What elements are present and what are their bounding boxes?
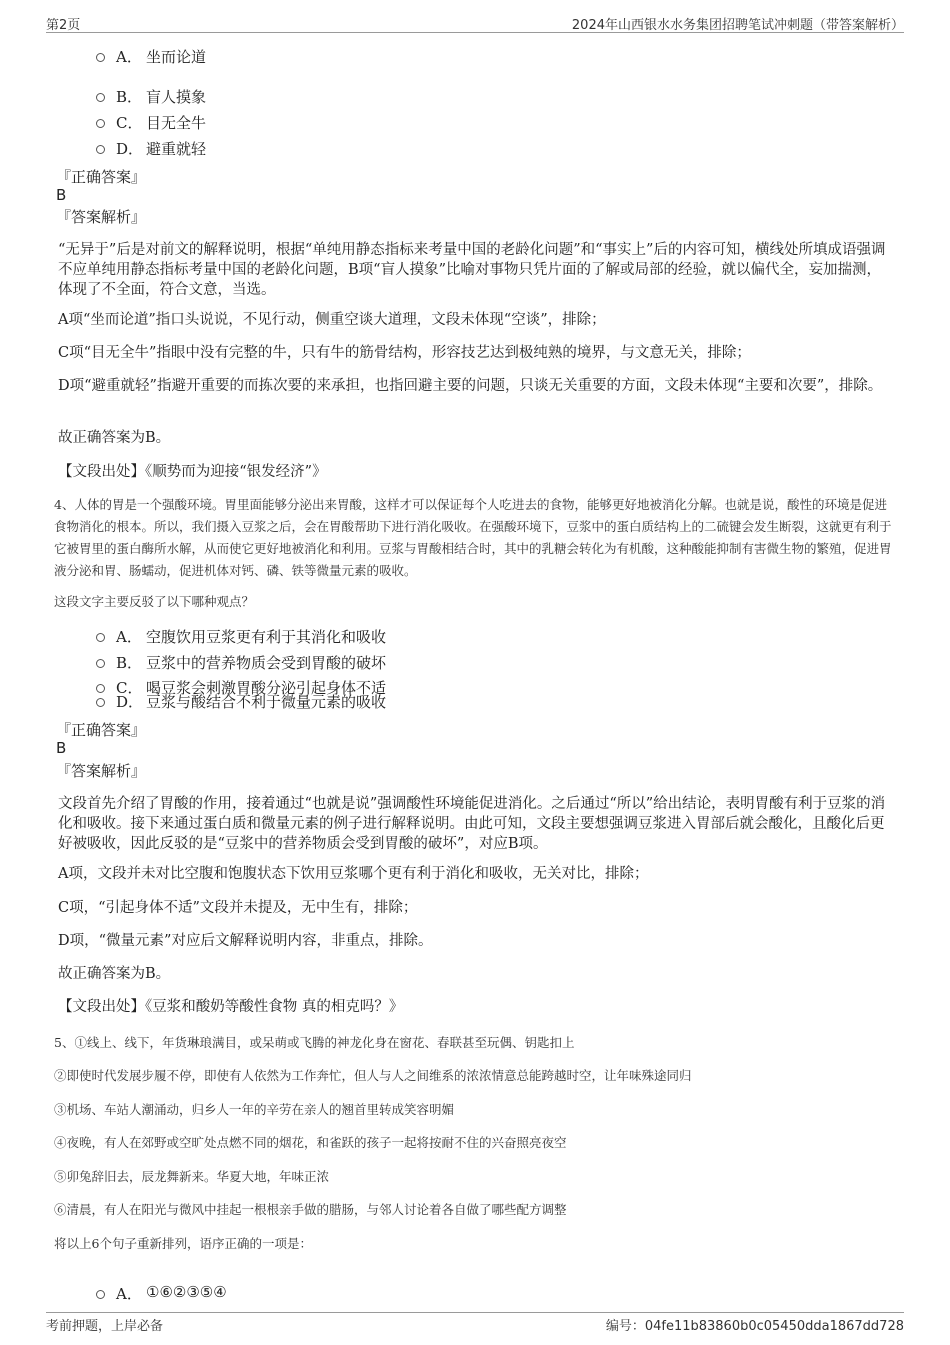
q3-analysis-c: C项“目无全牛”指眼中没有完整的牛，只有牛的筋骨结构，形容技艺达到极纯熟的境界，与文意无关，排除； bbox=[58, 345, 751, 361]
radio-icon[interactable] bbox=[96, 633, 105, 642]
q5-sentence-1: 5、①线上、线下，年货琳琅满目，或呆萌或飞腾的神龙化身在窗花、春联甚至玩偶、钥匙扣上 bbox=[54, 1035, 575, 1050]
q4-conclusion: 故正确答案为B。 bbox=[58, 966, 171, 982]
page-number: 第2页 bbox=[46, 18, 81, 33]
page-header bbox=[46, 12, 904, 33]
radio-icon[interactable] bbox=[96, 93, 105, 102]
q4-source: 【文段出处】《豆浆和酸奶等酸性食物 真的相克吗？》 bbox=[58, 999, 404, 1015]
radio-icon[interactable] bbox=[96, 145, 105, 154]
q5-sentence-3: ③机场、车站人潮涌动，归乡人一年的辛劳在亲人的翘首里转成笑容明媚 bbox=[54, 1102, 455, 1117]
q4-analysis-a: A项，文段并未对比空腹和饱腹状态下饮用豆浆哪个更有利于消化和吸收，无关对比，排除； bbox=[58, 866, 649, 882]
q3-answer: B bbox=[56, 186, 67, 204]
footer-code-value: 04fe11b83860b0c05450dda1867dd728 bbox=[644, 1319, 904, 1334]
footer-code bbox=[606, 1315, 904, 1334]
q4-passage: 4、人体的胃是一个强酸环境。胃里面能够分泌出来胃酸，这样才可以保证每个人吃进去的食物，能够更好地被消化分解。也就是说，酸性的环境是促进食物消化的根本。所以，我们摄入豆浆之后，会在胃酸帮助下进行消化吸收。在强酸环境下，豆浆中的蛋白质结构上的二硫键会发生断裂，这就更有利于它被胃里的蛋白酶所水解，从而使它更好地被消化和利用。豆浆与胃酸相结合时，其中的乳糖会转化为有机酸，这种酸能抑制有害微生物的繁殖，促进胃液分泌和胃、肠蠕动，促进机体对钙、磷、铁等微量元素的吸收。 bbox=[54, 497, 892, 578]
q3-answer-label: 『正确答案』 bbox=[56, 168, 147, 186]
radio-icon[interactable] bbox=[96, 684, 105, 693]
radio-icon[interactable] bbox=[96, 698, 105, 707]
page-footer bbox=[46, 1312, 904, 1335]
q4-analysis-main: 文段首先介绍了胃酸的作用，接着通过“也就是说”强调酸性环境能促进消化。之后通过“所以”给出结论，表明胃酸有利于豆浆的消化和吸收。接下来通过蛋白质和微量元素的例子进行解释说明。由此可知，文段主要想强调豆浆进入胃部后就会酸化，且酸化后更好被吸收，因此反驳的是“豆浆中的营养物质会受到胃酸的破坏”，对应B项。 bbox=[58, 796, 886, 852]
q4-analysis-d: D项，“微量元素”对应后文解释说明内容，非重点，排除。 bbox=[58, 933, 433, 949]
q3-source: 【文段出处】《顺势而为迎接“银发经济”》 bbox=[58, 464, 327, 480]
radio-icon[interactable] bbox=[96, 119, 105, 128]
q3-analysis-a: A项“坐而论道”指口头说说，不见行动，侧重空谈大道理，文段未体现“空谈”，排除； bbox=[58, 312, 606, 328]
q5-question: 将以上6个句子重新排列，语序正确的一项是： bbox=[54, 1236, 312, 1251]
footer-code-label: 编号： bbox=[605, 1319, 645, 1334]
q5-sentence-4: ④夜晚，有人在郊野或空旷处点燃不同的烟花，和雀跃的孩子一起将按耐不住的兴奋照亮夜空 bbox=[54, 1135, 567, 1150]
q5-sentence-5: ⑤卯兔辞旧去，辰龙舞新来。华夏大地，年味正浓 bbox=[54, 1169, 330, 1184]
q3-analysis-d: D项“避重就轻”指避开重要的而拣次要的来承担，也指回避主要的问题，只谈无关重要的方面，文段未体现“主要和次要”，排除。 bbox=[58, 378, 883, 394]
q4-analysis-label: 『答案解析』 bbox=[56, 762, 147, 780]
q4-answer: B bbox=[56, 739, 67, 757]
q4-analysis-c: C项，“引起身体不适”文段并未提及，无中生有，排除； bbox=[58, 900, 418, 916]
footer-slogan: 考前押题，上岸必备 bbox=[46, 1319, 164, 1334]
radio-icon[interactable] bbox=[96, 1290, 105, 1299]
q3-analysis-main: “无异于”后是对前文的解释说明，根据“单纯用静态指标来考量中国的老龄化问题”和“事实上”后的内容可知，横线处所填成语强调不应单纯用静态指标考量中国的老龄化问题，B项“盲人摸象”比喻对事物只凭片面的了解或局部的经验，就以偏代全，妄加揣测，体现了不全面，符合文意，当选。 bbox=[58, 242, 886, 298]
q5-sentence-2: ②即使时代发展步履不停，即使有人依然为工作奔忙，但人与人之间维系的浓浓情意总能跨越时空，让年味殊途同归 bbox=[54, 1068, 692, 1083]
q4-answer-label: 『正确答案』 bbox=[56, 721, 147, 739]
radio-icon[interactable] bbox=[96, 659, 105, 668]
q4-question: 这段文字主要反驳了以下哪种观点？ bbox=[54, 594, 255, 609]
q5-sentence-6: ⑥清晨，有人在阳光与微风中挂起一根根亲手做的腊肠，与邻人讨论着各自做了哪些配方调整 bbox=[54, 1202, 567, 1217]
q3-conclusion: 故正确答案为B。 bbox=[58, 430, 171, 446]
document-title: 2024年山西银水水务集团招聘笔试冲刺题（带答案解析） bbox=[571, 18, 904, 33]
radio-icon[interactable] bbox=[96, 53, 105, 62]
q3-analysis-label: 『答案解析』 bbox=[56, 208, 147, 226]
